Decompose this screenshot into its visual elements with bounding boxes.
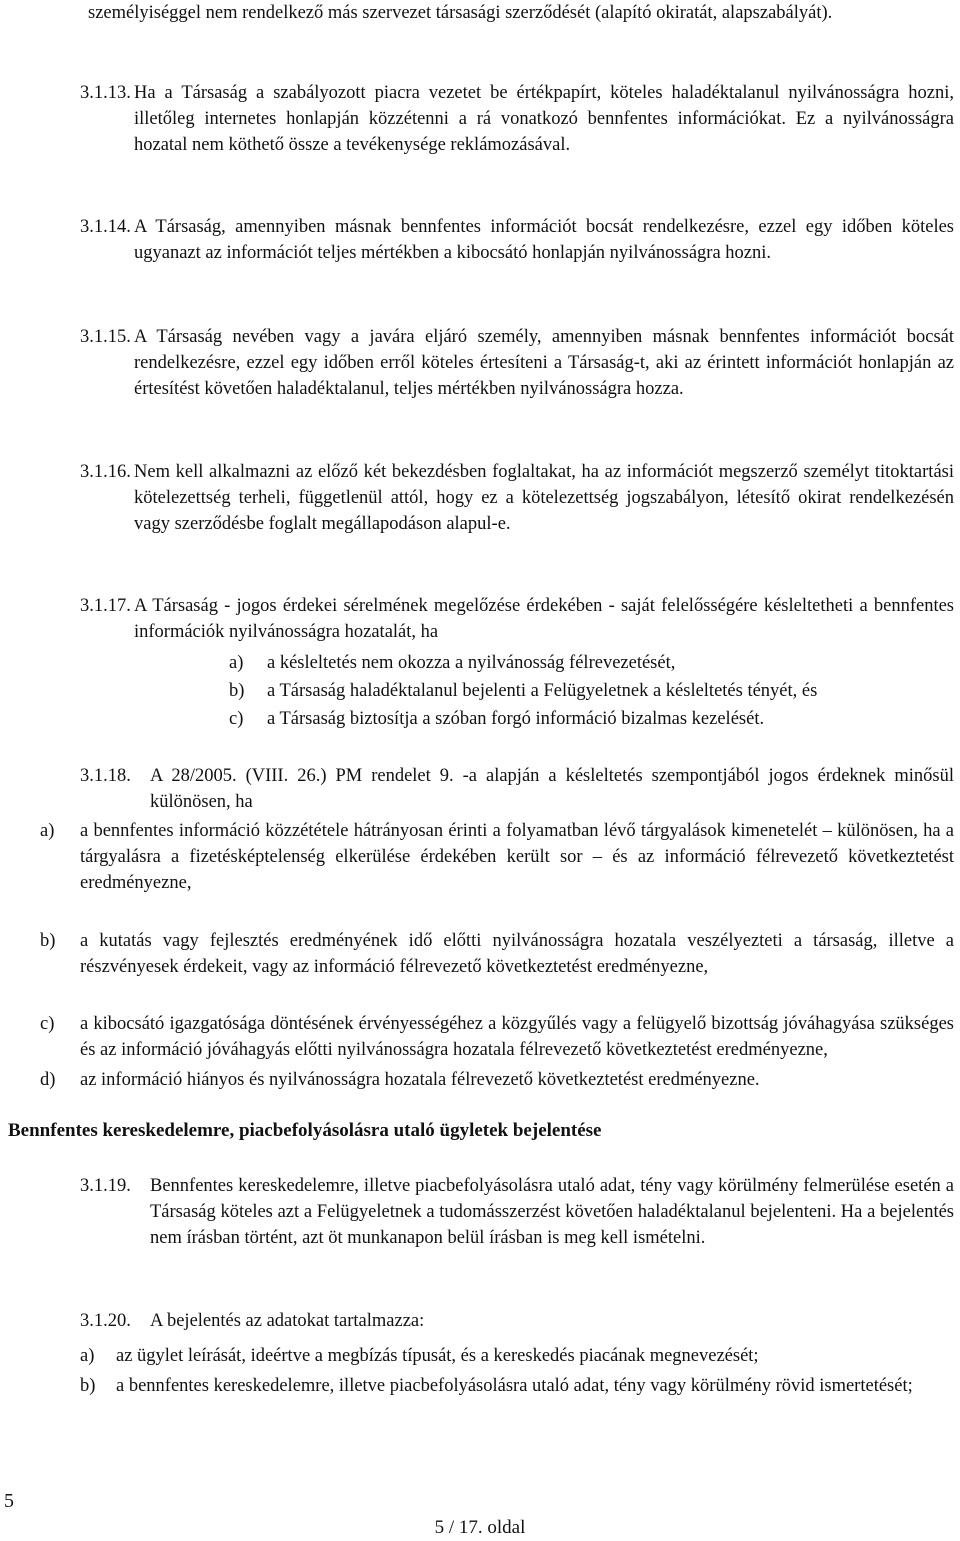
- list-label: b): [40, 931, 56, 951]
- list-text: a bennfentes kereskedelemre, illetve piacbefolyásolásra utaló adat, tény vagy körülmény rövid ismertetését;: [116, 1376, 913, 1396]
- list-3-1-18-b: [40, 928, 954, 980]
- section-text: A bejelentés az adatokat tartalmazza:: [150, 1311, 425, 1331]
- section-3-1-16: [80, 459, 954, 537]
- section-text: Ha a Társaság a szabályozott piacra vezetet be értékpapírt, köteles haladéktalanul nyilvánosságra hozni, illetőleg internetes honlapján közzétenni a rá vonatkozó bennfentes információkat. Ez a nyilvánosságra hozatal nem köthető össze a tevékenysége reklámozásával.: [134, 83, 954, 155]
- list-label: d): [40, 1070, 56, 1090]
- section-3-1-14: [80, 214, 954, 266]
- list-text: a Társaság biztosítja a szóban forgó információ bizalmas kezelését.: [267, 709, 765, 729]
- list-label: b): [229, 681, 245, 701]
- list-text: az ügylet leírását, ideértve a megbízás típusát, és a kereskedés piacának megnevezését;: [116, 1346, 759, 1366]
- section-text: A Társaság nevében vagy a javára eljáró személy, amennyiben másnak bennfentes információt bocsát rendelkezésre, ezzel egy időben erről köteles értesíteni a Társaság-t, aki az érintett információt honlapján az értesítést követően haladéktalanul, teljes mértékben nyilvánosságra hozza.: [134, 327, 954, 399]
- section-number: 3.1.14.: [80, 217, 131, 237]
- section-heading: Bennfentes kereskedelemre, piacbefolyásolásra utaló ügyletek bejelentése: [8, 1120, 602, 1141]
- page-footer: 5 / 17. oldal: [434, 1517, 526, 1538]
- section-text: A Társaság - jogos érdekei sérelmének megelőzése érdekében - saját felelősségére késleltetheti a bennfentes információk nyilvánosságra hozatalát, ha: [134, 596, 954, 642]
- section-number: 3.1.16.: [80, 462, 131, 482]
- list-label: c): [229, 709, 244, 729]
- section-number: 3.1.15.: [80, 327, 131, 347]
- section-3-1-20: [80, 1308, 954, 1334]
- list-label: b): [80, 1376, 96, 1396]
- list-label: c): [40, 1014, 55, 1034]
- section-number: 3.1.18.: [80, 766, 131, 786]
- section-3-1-19: [80, 1173, 954, 1251]
- section-text: Nem kell alkalmazni az előző két bekezdésben foglaltakat, ha az információt megszerző személyt titoktartási kötelezettség terheli, függetlenül attól, hogy ez a kötelezettség jogszabályon, létesítő okirat rendelkezésén vagy szerződésbe foglalt megállapodáson alapul-e.: [134, 462, 954, 534]
- section-number: 3.1.20.: [80, 1311, 131, 1331]
- section-number: 3.1.19.: [80, 1176, 131, 1196]
- list-text: a bennfentes információ közzététele hátrányosan érinti a folyamatban lévő tárgyalások kimenetelét – különösen, ha a tárgyalásra a fizetésképtelenség elkerülése érdekében került sor – és az információ félrevezető következtetést eredményezne,: [80, 821, 954, 893]
- list-3-1-18-c: [40, 1011, 954, 1063]
- section-number: 3.1.17.: [80, 596, 131, 616]
- section-number: 3.1.13.: [80, 83, 131, 103]
- page-number: 5: [4, 1490, 14, 1512]
- list-text: a késleltetés nem okozza a nyilvánosság félrevezetését,: [267, 653, 676, 673]
- section-3-1-15: [80, 324, 954, 402]
- list-3-1-20-a: [80, 1343, 954, 1369]
- section-3-1-13: [80, 80, 954, 158]
- list-label: a): [229, 653, 244, 673]
- section-text: Bennfentes kereskedelemre, illetve piacbefolyásolásra utaló adat, tény vagy körülmény felmerülése esetén a Társaság köteles azt a Felügyeletnek a tudomásszerzést követően haladéktalanul bejelenteni. Ha a bejelentés nem írásban történt, azt öt munkanapon belül írásban is meg kell ismételni.: [150, 1176, 954, 1248]
- list-3-1-18-a: [40, 818, 954, 896]
- list-label: a): [80, 1346, 95, 1366]
- list-text: a Társaság haladéktalanul bejelenti a Felügyeletnek a késleltetés tényét, és: [267, 681, 818, 701]
- list-3-1-18-d: [40, 1067, 954, 1093]
- list-label: a): [40, 821, 55, 841]
- list-text: az információ hiányos és nyilvánosságra hozatala félrevezető következtetést eredményezne.: [80, 1070, 760, 1090]
- paragraph-continuation: személyiséggel nem rendelkező más szervezet társasági szerződését (alapító okiratát, alapszabályát).: [88, 3, 833, 23]
- section-text: A 28/2005. (VIII. 26.) PM rendelet 9. -a alapján a késleltetés szempontjából jogos érdeknek minősül különösen, ha: [150, 766, 954, 812]
- section-text: A Társaság, amennyiben másnak bennfentes információt bocsát rendelkezésre, ezzel egy időben köteles ugyanazt az információt teljes mértékben a kibocsátó honlapján nyilvánosságra hozni.: [134, 217, 954, 263]
- list-3-1-20-b: [80, 1373, 942, 1399]
- section-3-1-18: [80, 763, 954, 815]
- list-text: a kutatás vagy fejlesztés eredményének idő előtti nyilvánosságra hozatala veszélyezteti a társaság, illetve a részvényesek érdekeit, vagy az információ félrevezető következtetést eredményezne,: [80, 931, 954, 977]
- list-text: a kibocsátó igazgatósága döntésének érvényességéhez a közgyűlés vagy a felügyelő bizottság jóváhagyása szükséges és az információ jóváhagyás előtti nyilvánosságra hozatala félrevezető következtetést eredményezne,: [80, 1014, 954, 1060]
- section-3-1-17: [80, 593, 954, 645]
